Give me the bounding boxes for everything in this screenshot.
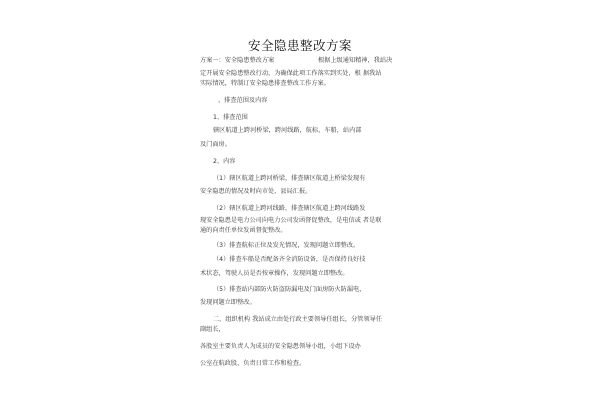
paragraph-line: 现安全隐患是电力公司向电力公司发函督促整改，是电信或 者是联 xyxy=(200,217,382,224)
subsection-heading: 1、排查范围 xyxy=(213,114,248,121)
paragraph-line: 安全隐患的情况及时向市处、县局汇报。 xyxy=(200,188,312,195)
paragraph-line: 定开展安全隐患整改行动，为确保此项工作落实到实处，根 据我站 xyxy=(200,70,382,77)
paragraph-line: （5）排查站内部防火防盗防漏电及门面房防火防漏电， xyxy=(213,286,366,293)
section-heading: 、排查范围及内容 xyxy=(218,97,268,104)
subsection-heading: 2、内容 xyxy=(213,158,236,165)
paragraph-line: 公室在航政股，负责日常工作和检查。 xyxy=(200,360,306,367)
paragraph-line: 各股室主要负责人为成员的安全隐患领导小组，小组下设办 xyxy=(200,343,361,350)
paragraph-line: 根据上级通知精神，我站决 xyxy=(318,57,393,64)
paragraph-line: 辖区航道上跨河桥梁，跨河线路，航标，车船，站内部 xyxy=(213,127,362,134)
paragraph-line: （4）排查车船是否配备齐全消防设备，是否保持良好技 xyxy=(213,256,366,263)
paragraph-line: 方案一：安全隐患整改方案 xyxy=(200,57,275,64)
paragraph-line: 副组长， xyxy=(200,326,225,333)
paragraph-line: （3）排查航标正位及发光情况，发现问题立即整改。 xyxy=(213,242,360,249)
paragraph-line: 实际情况，特制订安全隐患排查整改工作方案。 xyxy=(200,80,330,87)
paragraph-line: 及门面房。 xyxy=(200,141,231,148)
paragraph-line: （2）辖区航道上跨河线路，排查辖区航道上跨河线路发 xyxy=(213,205,366,212)
paragraph-line: 术状态，驾驶人员是否按章操作，发现问题立即整改。 xyxy=(200,270,349,277)
paragraph-line: （1）辖区航道上跨河桥梁，排查辖区航道上桥梁发现有 xyxy=(213,175,366,182)
section-heading: 二、组织机构 我站成立由处行政主要领导任组长，分管领导任 xyxy=(213,316,383,323)
paragraph-line: 发现问题立即整改。 xyxy=(200,299,256,306)
document-title: 安全隐患整改方案 xyxy=(247,38,352,53)
paragraph-line: 通的向责任单位发函督促整改。 xyxy=(200,227,287,234)
